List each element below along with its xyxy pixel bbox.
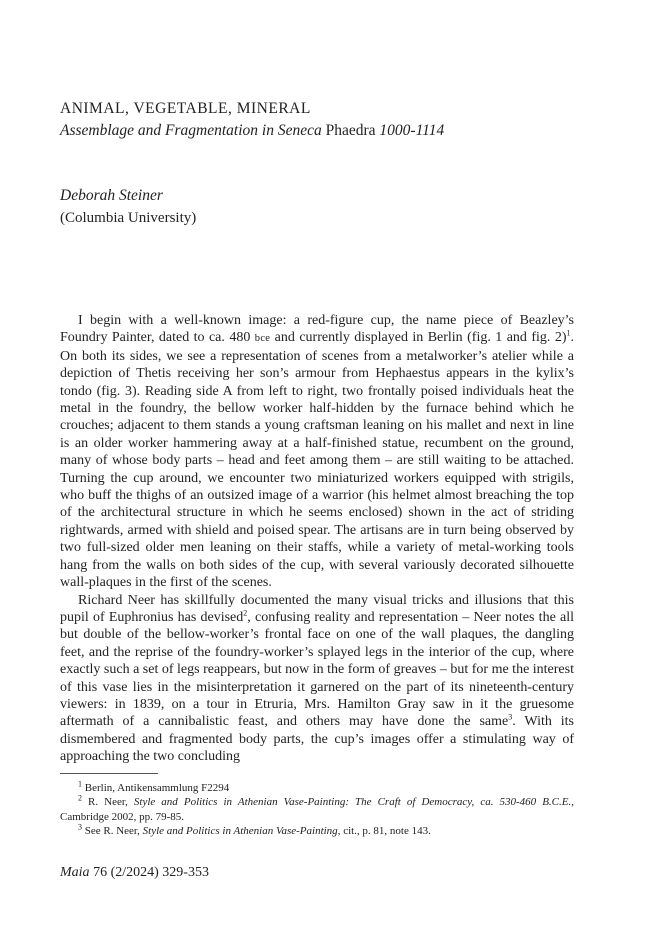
journal-footer xyxy=(60,864,574,882)
paragraph-1 xyxy=(60,312,574,592)
footnote-2-prefix: R. Neer, xyxy=(82,796,134,809)
footnote-2-suffix: , Cambridge 2002, pp. 79-85. xyxy=(60,796,574,823)
era-abbrev: bce xyxy=(254,333,271,345)
p1-text-a: I begin with a well-known image: a red-figure cup, the name piece of Beazley’s Foundry Painter, dated to ca. 480 xyxy=(60,313,574,346)
footnote-1-number: 1 xyxy=(78,779,82,789)
footnote-1 xyxy=(60,781,574,795)
p1-text-b: and currently displayed in Berlin (fig. 1 and fig. 2) xyxy=(270,330,567,346)
footnote-2-number: 2 xyxy=(78,793,82,803)
footnote-3-book-title: Style and Politics in Athenian Vase-Painting xyxy=(142,825,338,838)
paragraph-2 xyxy=(60,592,574,766)
footnote-separator xyxy=(60,773,158,774)
author-name: Deborah Steiner xyxy=(60,187,163,204)
footnote-ref-1[interactable]: 1 xyxy=(566,328,571,338)
subtitle-work-title: Phaedra xyxy=(321,122,380,139)
body-text xyxy=(60,312,574,766)
footnote-3 xyxy=(60,824,574,838)
article-subtitle xyxy=(60,121,574,140)
footnotes xyxy=(60,781,574,839)
journal-name: Maia xyxy=(60,865,90,880)
footnote-3-number: 3 xyxy=(78,822,82,832)
footnote-ref-2[interactable]: 2 xyxy=(243,608,248,618)
p2-text-a: Richard Neer has skillfully documented the many visual tricks and illusions that this pupil of Euphronius has devised xyxy=(60,592,574,625)
footnote-ref-3[interactable]: 3 xyxy=(508,712,513,722)
journal-citation: 76 (2/2024) 329-353 xyxy=(89,865,209,880)
p2-text-b: , confusing reality and representation – Neer notes the all but double of the bellow-worker’s frontal face on one of the wall plaques, the dangling feet, and the reprise of the foundry-worker’s splayed legs in the interior of the cup, where exactly such a set of legs reappears, but now in the form of greaves – but for me the interest of this vase lies in the misinterpretation it garnered on the part of its nineteenth-century viewers: in 1839, on a tour in Etruria, Mrs. Hamilton Gray saw in it the gruesome aftermath of a cannibalistic feast, and others may have done the same xyxy=(60,609,574,730)
article-title: ANIMAL, VEGETABLE, MINERAL xyxy=(60,100,311,117)
subtitle-part-1: Assemblage and Fragmentation in Seneca xyxy=(60,122,322,139)
footnote-2 xyxy=(60,795,574,824)
footnote-3-prefix: See R. Neer, xyxy=(82,825,143,838)
p2-text-c: . With its dismembered and fragmented body parts, the cup’s images offer a stimulating way of approaching the two concluding xyxy=(60,714,574,765)
p1-text-c: . On both its sides, we see a representation of scenes from a metalworker’s atelier while a depiction of Thetis receiving her son’s armour from Hephaestus appears in the kylix’s tondo (fig. 3). Reading side A from left to right, two frontally poised individuals heat the metal in the foundry, the bellow worker half-hidden by the furnace behind which he crouches; adjacent to them stands a young craftsman leaning on his mallet and next in line is an older worker hammering away at a half-finished statue, recumbent on the ground, many of whose body parts – head and feet among them – are still waiting to be attached. Turning the cup around, we encounter two miniaturized workers equipped with strigils, who buff the thighs of an outsized image of a warrior (his helmet almost breaching the top of the architectural structure in which he seems enclosed) shown in the act of striding rightwards, armed with shield and poised spear. The artisans are in turn being observed by two full-sized older men leaning on their staffs, while a variety of metal-working tools hang from the walls on both sides of the cup, with several variously decorated silhouette wall-plaques in the first of the scenes. xyxy=(60,330,574,591)
footnote-1-text: Berlin, Antikensammlung F2294 xyxy=(82,782,230,794)
footnote-3-suffix: , cit., p. 81, note 143. xyxy=(337,825,431,838)
footnote-2-book-title: Style and Politics in Athenian Vase-Painting: The Craft of Democracy, ca. 530-460 B.C.E. xyxy=(133,796,572,809)
subtitle-line-range: 1000-1114 xyxy=(379,122,445,139)
author-affiliation: (Columbia University) xyxy=(60,210,197,226)
